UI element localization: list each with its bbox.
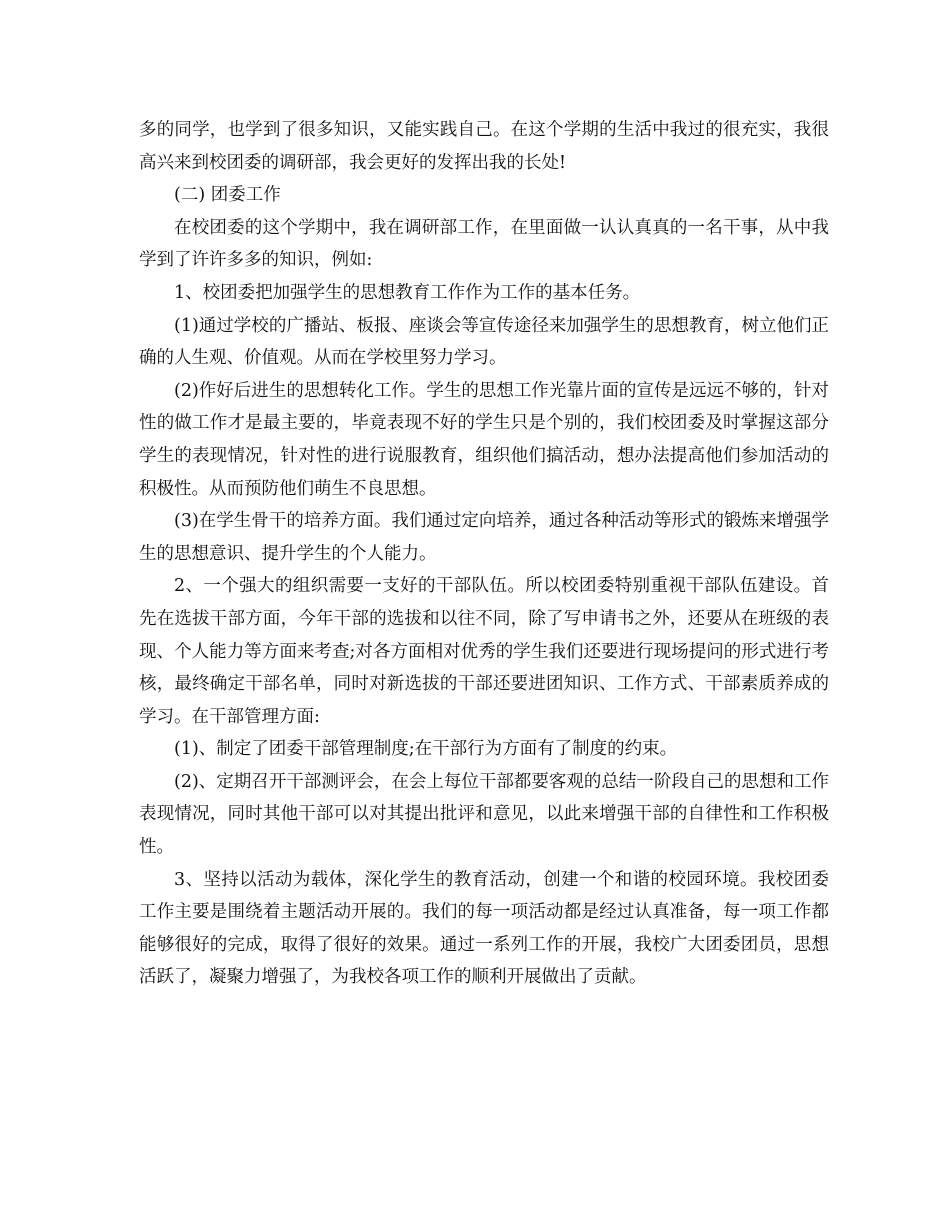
sub-item-2-1: (1)、制定了团委干部管理制度;在干部行为方面有了制度的约束。 (174, 739, 678, 760)
section-heading: (二) 团委工作 (174, 185, 281, 206)
list-item-3: 3、坚持以活动为载体，深化学生的教育活动，创建一个和谐的校园环境。我校团委工作主要是围绕着主题活动开展的。我们的每一项活动都是经过认真准备，每一项工作都能够很好的完成，取得了很好的效果。通过一系列工作的开展，我校广大团委团员，思想活跃了，凝聚力增强了，为我校各项工作的顺利开展做出了贡献。 (139, 869, 829, 988)
list-item-2: 2、一个强大的组织需要一支好的干部队伍。所以校团委特别重视干部队伍建设。首先在选拔干部方面，今年干部的选拔和以往不同，除了写申请书之外，还要从在班级的表现、个人能力等方面来考查;对各方面相对优秀的学生我们还要进行现场提问的形式进行考核，最终确定干部名单，同时对新选拔的干部还要进团知识、工作方式、干部素质养成的学习。在干部管理方面: (139, 576, 829, 727)
sub-item-1-1: (1)通过学校的广播站、板报、座谈会等宣传途径来加强学生的思想教育，树立他们正确的人生观、价值观。从而在学校里努力学习。 (139, 315, 829, 369)
paragraph: 在校团委的这个学期中，我在调研部工作，在里面做一认认真真的一名干事，从中我学到了许许多多的知识，例如: (139, 217, 829, 271)
sub-item-1-3: (3)在学生骨干的培养方面。我们通过定向培养，通过各种活动等形式的锻炼来增强学生的思想意识、提升学生的个人能力。 (139, 511, 829, 564)
paragraph-continuation: 多的同学，也学到了很多知识，又能实践自己。在这个学期的生活中我过的很充实，我很高兴来到校团委的调研部，我会更好的发挥出我的长处! (139, 120, 829, 173)
sub-item-1-2: (2)作好后进生的思想转化工作。学生的思想工作光靠片面的宣传是远远不够的，针对性的做工作才是最主要的，毕竟表现不好的学生只是个别的，我们校团委及时掌握这部分学生的表现情况，针对性的进行说服教育，组织他们搞活动，想办法提高他们参加活动的积极性。从而预防他们萌生不良思想。 (139, 380, 829, 499)
sub-item-2-2: (2)、定期召开干部测评会，在会上每位干部都要客观的总结一阶段自己的思想和工作表现情况，同时其他干部可以对其提出批评和意见，以此来增强干部的自律性和工作积极性。 (139, 771, 829, 858)
document-body (139, 114, 829, 994)
list-item-1: 1、校团委把加强学生的思想教育工作作为工作的基本任务。 (174, 282, 641, 303)
